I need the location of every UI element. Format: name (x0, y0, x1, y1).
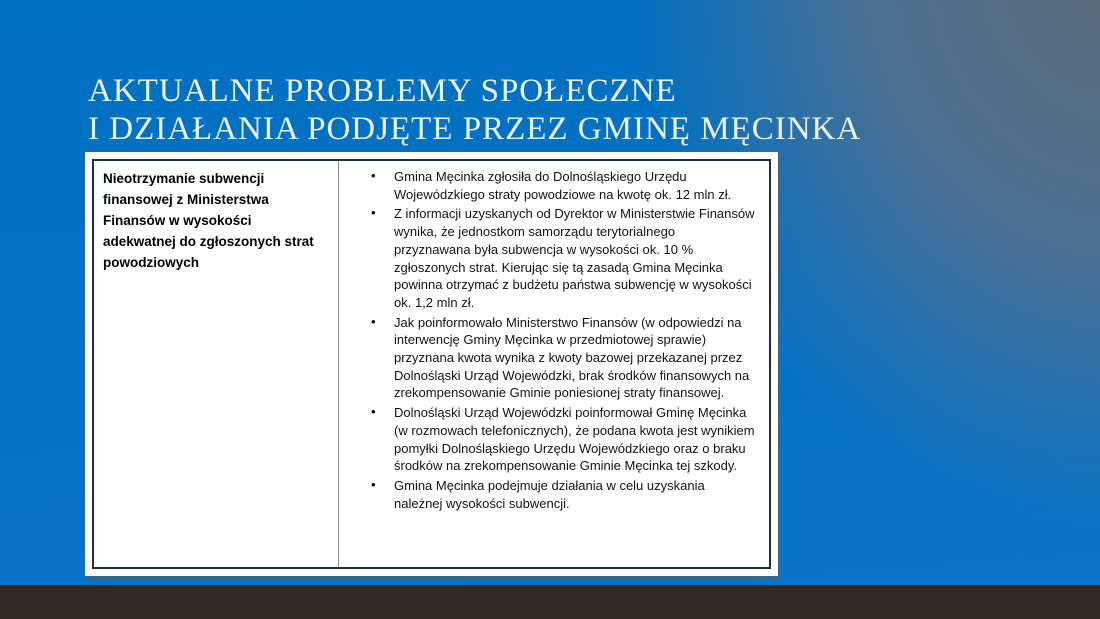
actions-cell (338, 161, 769, 567)
problem-cell: Nieotrzymanie subwencji finansowej z Ministerstwa Finansów w wysokości adekwatnej do zgłoszonych strat powodziowych (103, 171, 314, 270)
action-item-text: Gmina Męcinka zgłosiła do Dolnośląskiego Urzędu Wojewódzkiego straty powodziowe na kwotę ok. 12 mln zł. (394, 169, 732, 202)
action-item-text: Jak poinformowało Ministerstwo Finansów (w odpowiedzi na interwencję Gminy Męcinka w przedmiotowej sprawie) przyznana kwota wynika z kwoty bazowej przekazanej przez Dolnośląski Urząd Wojewódzki, brak środków finansowych na zrekompensowanie Gminie poniesionej straty finansowej. (394, 314, 750, 401)
action-item (339, 477, 761, 512)
bullet-icon: • (371, 168, 376, 183)
content-panel (85, 152, 778, 576)
action-item-text: Dolnośląski Urząd Wojewódzki poinformował Gminę Męcinka (w rozmowach telefonicznych), że podana kwota jest wynikiem pomyłki Dolnośląskiego Urzędu Wojewódzkiego oraz o braku środków na zrekompensowanie Gminie Męcinka tej szkody. (394, 405, 755, 474)
bullet-icon: • (371, 476, 376, 492)
action-item-text: Gmina Męcinka podejmuje działania w celu uzyskania należnej wysokości subwencji. (394, 477, 705, 511)
bullet-icon: • (371, 404, 376, 420)
action-item (339, 404, 761, 475)
action-list (339, 168, 761, 512)
problems-table (92, 159, 771, 569)
action-item (339, 314, 761, 403)
action-item (339, 205, 761, 311)
slide-title (88, 72, 1048, 148)
slide-title-line-1: AKTUALNE PROBLEMY SPOŁECZNE (88, 73, 677, 110)
bullet-icon: • (371, 205, 376, 221)
action-item-text: Z informacji uzyskanych od Dyrektor w Ministerstwie Finansów wynika, że jednostkom samorządu terytorialnego przyznawana była subwencja w wysokości ok. 10 % zgłoszonych strat. Kierując się tą zasadą Gmina Męcinka powinna otrzymać z budżetu państwa subwencję w wysokości ok. 1,2 mln zł. (394, 206, 755, 310)
bullet-icon: • (371, 313, 376, 329)
footer-strip (0, 585, 1100, 619)
action-item (339, 168, 761, 203)
slide-title-line-2: I DZIAŁANIA PODJĘTE PRZEZ GMINĘ MĘCINKA (88, 111, 862, 148)
